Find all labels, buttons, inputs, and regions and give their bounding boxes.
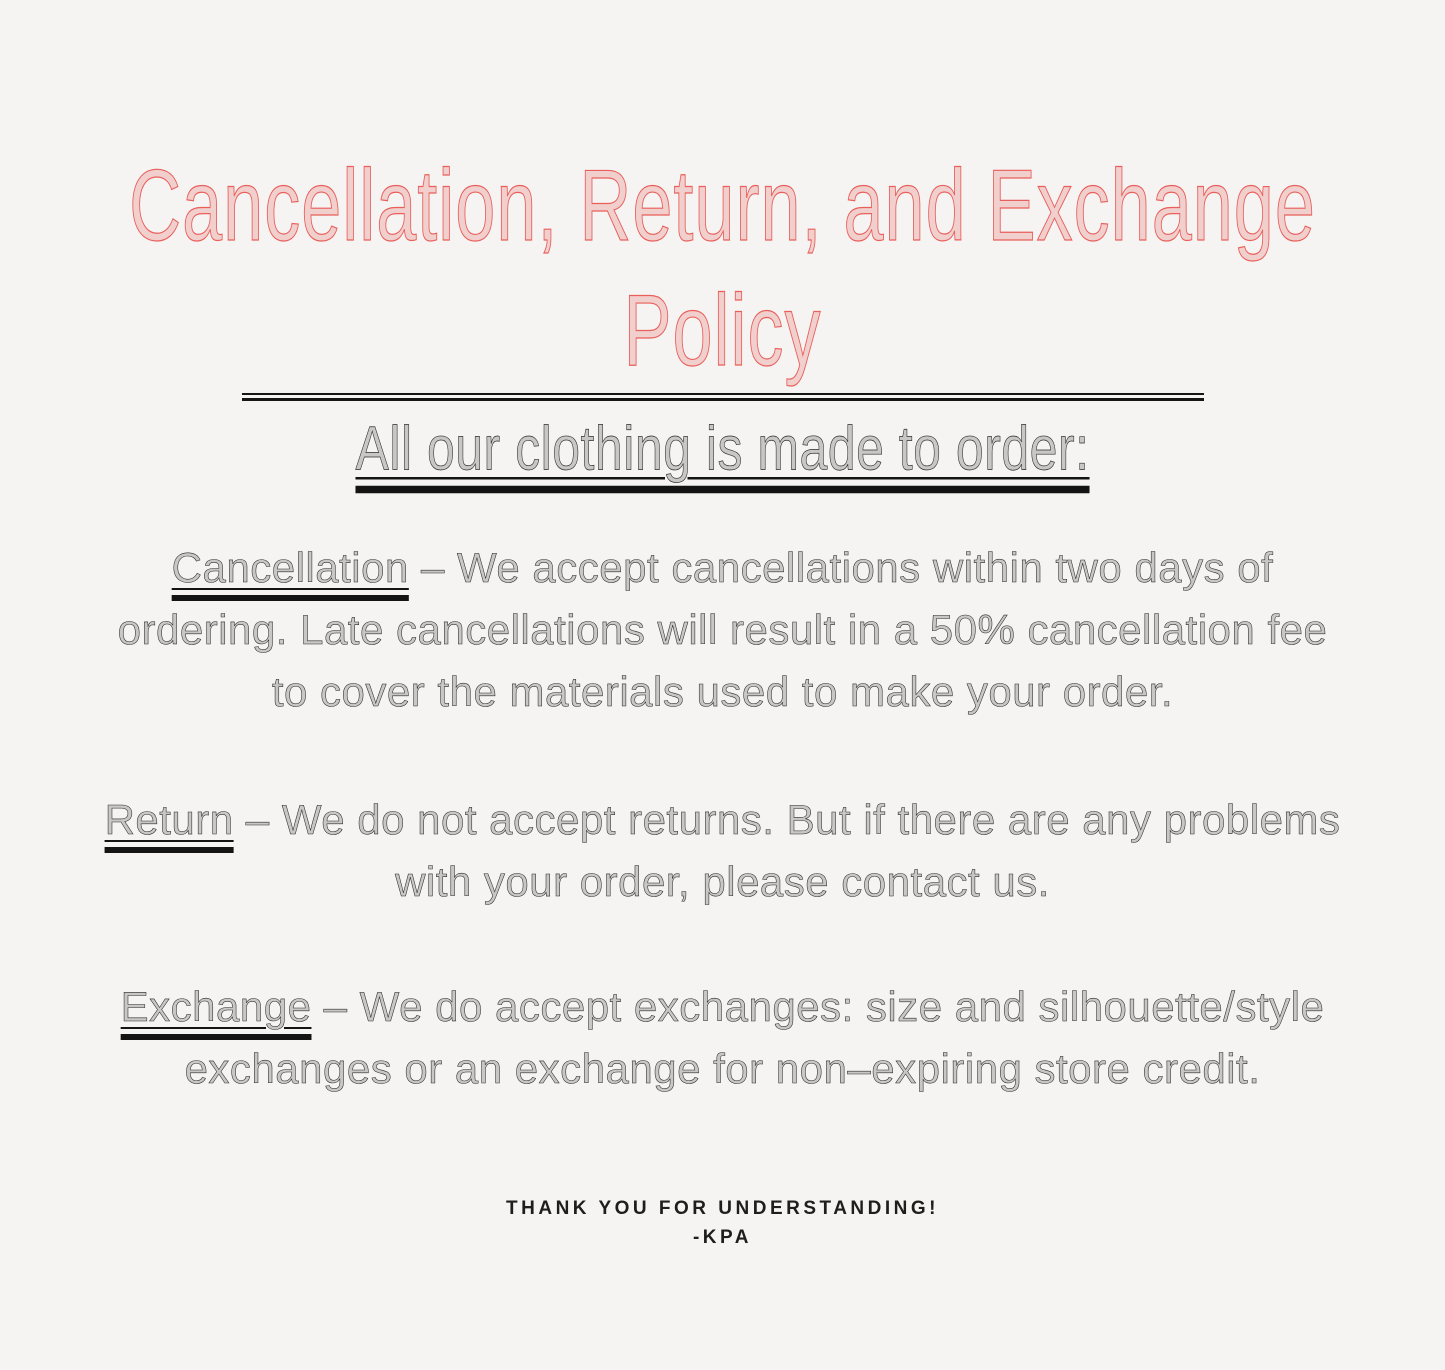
policy-term-cancellation: Cancellation [171,544,409,591]
policy-term-return: Return [104,796,234,843]
policy-line: with your order, please contact us. [395,858,1050,905]
policy-section-cancellation [0,537,1445,723]
subtitle-block [0,407,1445,495]
policy-line: to cover the materials used to make your order. [271,668,1174,715]
policy-line [0,789,1445,851]
page-title [0,145,1445,394]
policy-line: exchanges or an exchange for non–expiring store credit. [184,1045,1261,1092]
subtitle-underline: All our clothing is made to order: [355,413,1090,484]
policy-section-exchange [0,976,1445,1100]
footer-note [0,1194,1445,1252]
policy-line: ordering. Late cancellations will result in a 50% cancellation fee [117,606,1328,653]
footer-thanks: THANK YOU FOR UNDERSTANDING! [506,1198,939,1219]
page-title-line-1: Cancellation, Return, and Exchange [129,150,1316,263]
policy-text: – We do not accept returns. But if there are any problems [233,796,1341,843]
page-title-line-2: Policy [623,275,822,388]
policy-text: – We accept cancellations within two days of [408,544,1274,591]
policy-line [0,976,1445,1038]
policy-section-return [0,789,1445,913]
policy-text: – We do accept exchanges: size and silhouette/style [311,983,1325,1030]
policy-line [0,537,1445,599]
subtitle [0,407,1445,490]
title-block [0,0,1445,388]
footer-signature: -KPA [692,1227,753,1248]
policy-term-exchange: Exchange [120,983,312,1030]
